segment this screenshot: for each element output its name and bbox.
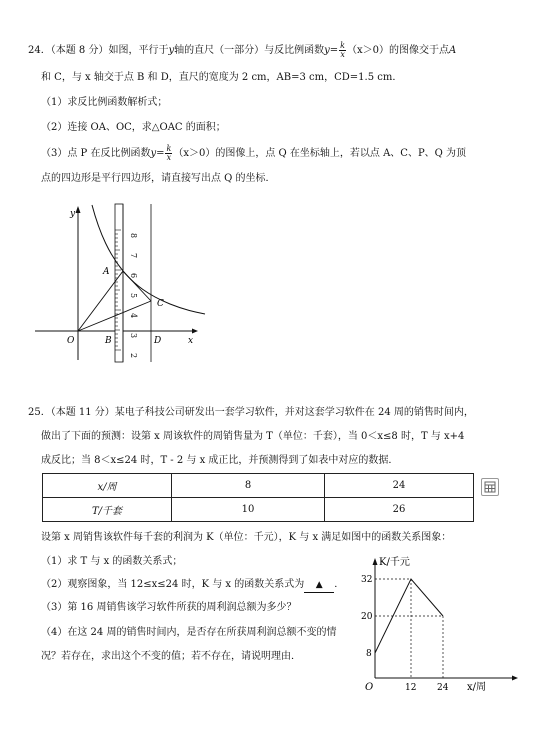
q24-point-D-label: D [154,336,162,346]
ruler-label-5: 5 [129,293,138,299]
q24-sub3-text-c: （x＞0）的图像上，点 Q 在坐标轴上，若以点 A、C、P、Q 为顶 [173,148,467,159]
q25-y-axis-arrow [373,558,378,565]
q25-graph [355,553,530,693]
q24-func-y: y= [324,45,339,56]
q24-sub1: （1）求反比例函数解析式； [41,97,168,108]
q24-line1-y: y [168,45,175,56]
q24-line1-text-c: 轴的直尺（一部分）与反比例函数 [174,45,325,56]
q24-sub3 [41,145,466,162]
table-header-x: x/周 [43,474,172,498]
table-cell: 10 [172,498,325,522]
table-tool-icon[interactable] [481,478,499,496]
q24-sub3-frac-numerator: k [166,144,172,153]
q24-ruler-tick-labels [129,233,138,358]
q24-point-C-label: C [157,299,164,309]
q25-sub2-period: ． [334,579,345,590]
ruler-label-7: 7 [129,253,138,259]
q25-x-axis-arrow [512,676,518,681]
q24-point-B-label: B [105,336,112,346]
q24-sub3-frac-denominator: x [166,153,172,162]
q24-y-axis-arrow [76,206,81,213]
q24-point-A-label: A [103,267,110,277]
q24-frac-denominator: x [340,50,345,59]
q24-line1-A: A [449,45,457,56]
table-row [43,474,474,498]
q24-fraction-k-over-x [339,42,346,59]
table-cell: 24 [325,474,474,498]
q24-y-axis-label: y [70,209,76,219]
q25-sub3: （3）第 16 周销售该学习软件所获的周利润总额为多少？ [41,602,297,613]
q25-sub2-text: （2）观察图象，当 12≤x≤24 时，K 与 x 的函数关系式为 [41,579,305,590]
q25-line2: 做出了下面的预测：设第 x 周该软件的周销售量为 T（单位：千套），当 0＜x≤8 时，T 与 x+4 [41,431,465,442]
grid-icon [482,479,498,495]
q25-sub4: （4）在这 24 周的销售时间内，是否存在所获周利润总额不变的情 [41,627,337,638]
q24-origin-label: O [67,336,75,346]
q24-figure [30,200,210,365]
q25-sub2 [41,578,344,593]
q25-x-axis-label: x/周 [467,682,487,693]
ruler-label-6: 6 [129,273,138,279]
q24-line2: 和 C，与 x 轴交于点 B 和 D，直尺的宽度为 2 cm，AB=3 cm，CD=1.5 cm． [41,72,403,83]
ruler-label-4: 4 [129,313,138,319]
q25-origin-label: O [365,682,374,693]
table-cell: 8 [172,474,325,498]
q25-sub1: （1）求 T 与 x 的函数关系式； [41,556,183,567]
q24-x-axis-arrow [192,329,198,334]
q25-line1: 25．（本题 11 分）某电子科技公司研发出一套学习软件，并对这套学习软件在 24 周的销售时间内， [28,407,474,418]
q24-sub3-func-y: y= [150,148,165,159]
q25-xtick-12: 12 [405,683,417,693]
q25-ytick-32: 32 [361,575,373,585]
table-row [43,498,474,522]
q24-line1-text-e: （x＞0）的图像交于点 [347,45,450,56]
q25-y-axis-label: K/千元 [379,557,410,568]
q24-line1 [28,42,456,59]
ruler-label-3: 3 [129,333,138,339]
q24-sub3-fraction [165,145,172,162]
q24-line1-text-a: 24．（本题 8 分）如图，平行于 [28,45,169,56]
ruler-label-2: 2 [129,353,138,359]
q25-xtick-24: 24 [437,683,449,693]
q24-frac-numerator: k [340,41,345,50]
q24-sub3-line2: 点的四边形是平行四边形，请直接写出点 Q 的坐标． [41,173,276,184]
q24-sub3-text-a: （3）点 P 在反比例函数 [41,148,151,159]
q25-line3: 成反比；当 8＜x≤24 时，T - 2 与 x 成正比，并预测得到了如表中对应的数据． [41,455,399,466]
table-header-T: T/千套 [43,498,172,522]
q25-sub4-line2: 况？若存在，求出这个不变的值；若不存在，请说明理由． [41,651,301,662]
ruler-label-8: 8 [129,233,138,239]
q25-ytick-20: 20 [361,612,373,622]
q24-x-axis-label: x [188,336,194,346]
q24-sub2: （2）连接 OA、OC，求△OAC 的面积； [41,122,226,133]
q25-line4: 设第 x 周销售该软件每千套的利润为 K（单位：千元），K 与 x 满足如图中的函数关系图象： [41,532,452,543]
q25-ytick-8: 8 [366,649,372,659]
q25-data-table [42,473,474,522]
q24-hyperbola-curve [92,205,205,314]
table-cell: 26 [325,498,474,522]
answer-blank[interactable]: ▲ [304,578,334,593]
